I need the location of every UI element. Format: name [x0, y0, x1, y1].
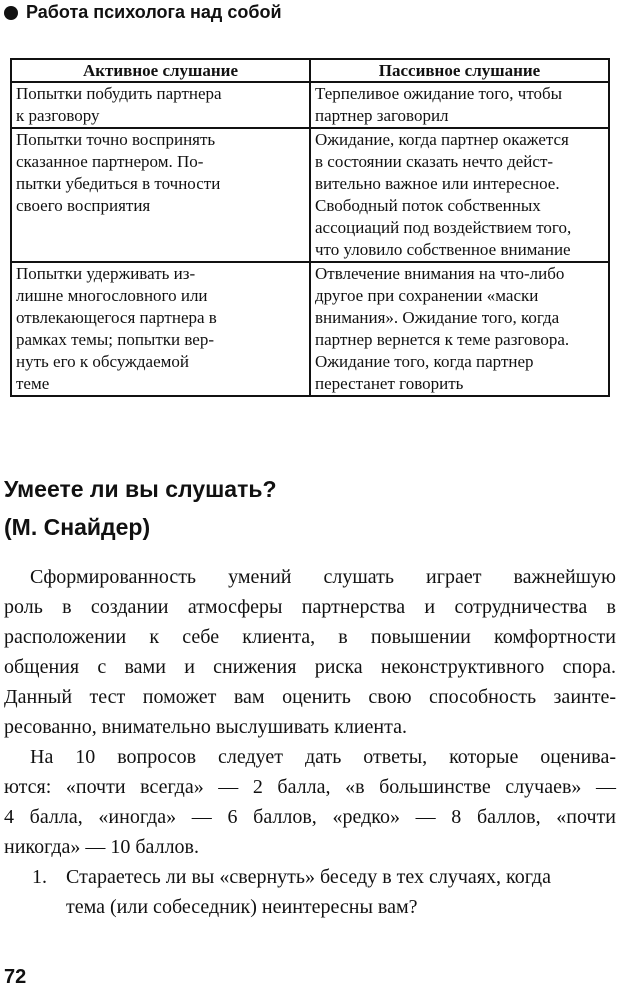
- table-row: [11, 128, 609, 262]
- running-header: [4, 2, 282, 23]
- column-header-active: Активное слушание: [11, 59, 310, 82]
- page-number: 72: [4, 966, 27, 988]
- cell-line: Попытки точно воспринять: [16, 130, 216, 149]
- text-line: ются: «почти всегда» — 2 балла, «в большинстве случаев» —: [4, 776, 616, 798]
- cell-line: Отвлечение внимания на что-либо: [315, 264, 565, 283]
- cell-line: Ожидание, когда партнер окажется: [315, 130, 569, 149]
- cell-line: Свободный поток собственных: [315, 196, 541, 215]
- cell-passive: [310, 262, 609, 396]
- cell-line: что уловило собственное внимание: [315, 240, 571, 259]
- table-header-row: [11, 59, 609, 82]
- text-line: Сформированность умений слушать играет важнейшую: [30, 566, 616, 588]
- cell-line: рамках темы; попытки вер-: [16, 330, 215, 349]
- cell-line: перестанет говорить: [315, 374, 464, 393]
- cell-line: теме: [16, 374, 50, 393]
- cell-active: [11, 262, 310, 396]
- table-row: [11, 82, 609, 128]
- cell-line: Ожидание того, когда партнер: [315, 352, 534, 371]
- cell-line: вительно важное или интересное.: [315, 174, 560, 193]
- cell-passive: [310, 82, 609, 128]
- cell-line: партнер вернется к теме разговора.: [315, 330, 570, 349]
- cell-line: к разговору: [16, 106, 100, 125]
- cell-active: [11, 128, 310, 262]
- column-header-passive: Пассивное слушание: [310, 59, 609, 82]
- cell-line: отвлекающегося партнера в: [16, 308, 217, 327]
- table-row: [11, 262, 609, 396]
- text-line: 4 балла, «иногда» — 6 баллов, «редко» — 8 баллов, «почти: [4, 806, 616, 828]
- text-line: расположении к себе клиента, в повышении комфортности: [4, 626, 616, 648]
- text-line: никогда» — 10 баллов.: [4, 836, 199, 858]
- text-line: общения с вами и снижения риска неконструктивного спора.: [4, 656, 616, 678]
- section-author: (М. Снайдер): [4, 514, 151, 540]
- paragraph-intro: [4, 562, 616, 742]
- cell-line: Попытки удерживать из-: [16, 264, 196, 283]
- bullet-icon: [4, 6, 18, 20]
- cell-active: [11, 82, 310, 128]
- cell-line: своего восприятия: [16, 196, 151, 215]
- section-title-line: Умеете ли вы слушать?: [4, 476, 277, 502]
- cell-passive: [310, 128, 609, 262]
- cell-line: лишне многословного или: [16, 286, 208, 305]
- text-line: ресованно, внимательно выслушивать клиента.: [4, 716, 407, 738]
- cell-line: нуть его к обсуждаемой: [16, 352, 189, 371]
- cell-line: другое при сохранении «маски: [315, 286, 539, 305]
- cell-line: ассоциаций под воздействием того,: [315, 218, 572, 237]
- cell-line: партнер заговорил: [315, 106, 449, 125]
- text-line: На 10 вопросов следует дать ответы, которые оценива-: [30, 746, 616, 768]
- comparison-table: [10, 58, 610, 397]
- text-line: Данный тест поможет вам оценить свою способность заинте-: [4, 686, 616, 708]
- question-line: тема (или собеседник) неинтересны вам?: [66, 896, 418, 918]
- section-title: [4, 470, 277, 546]
- running-title: Работа психолога над собой: [26, 2, 282, 22]
- question-item: [32, 862, 616, 922]
- question-line: Стараетесь ли вы «свернуть» беседу в тех случаях, когда: [66, 866, 551, 888]
- cell-line: пытки убедиться в точности: [16, 174, 221, 193]
- cell-line: Терпеливое ожидание того, чтобы: [315, 84, 563, 103]
- cell-line: внимания». Ожидание того, когда: [315, 308, 560, 327]
- cell-line: в состоянии сказать нечто дейст-: [315, 152, 554, 171]
- cell-line: сказанное партнером. По-: [16, 152, 204, 171]
- cell-line: Попытки побудить партнера: [16, 84, 222, 103]
- question-number: 1.: [32, 866, 47, 888]
- text-line: роль в создании атмосферы партнерства и сотрудничества в: [4, 596, 616, 618]
- paragraph-scoring: [4, 742, 616, 862]
